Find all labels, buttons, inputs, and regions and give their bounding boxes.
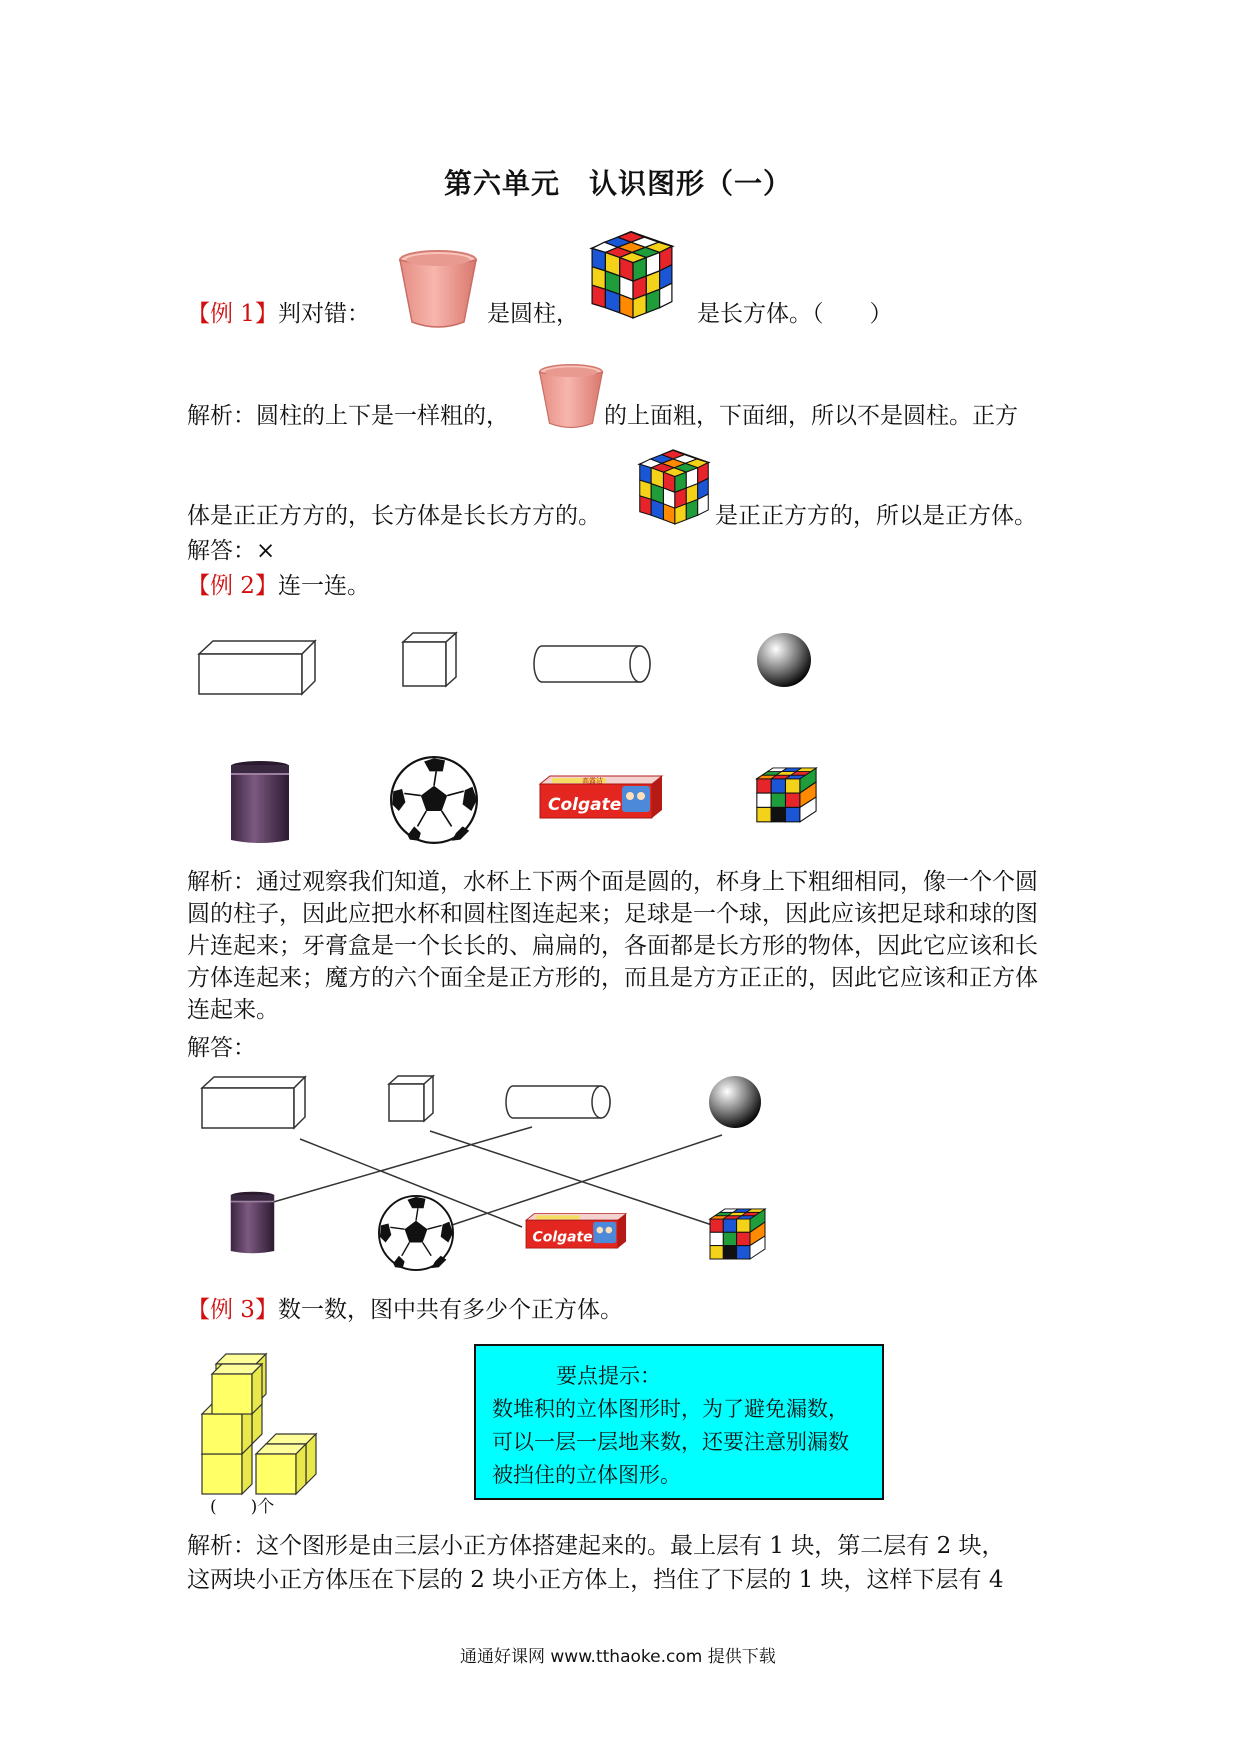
- answer-cuboid-shape: [202, 1077, 305, 1128]
- svg-text:Colgate: Colgate: [532, 1229, 593, 1246]
- example1-tag: 【例 1】: [187, 301, 278, 327]
- example1-mid: 是圆柱，: [487, 301, 579, 327]
- rubik-cube-image-small: [638, 450, 710, 526]
- example3-blank: ( )个: [210, 1497, 275, 1517]
- bucket-image-small: [538, 354, 604, 430]
- example1-answer: 解答：×: [187, 538, 276, 564]
- example3-prompt: 数一数，图中共有多少个正方体。: [277, 1297, 623, 1323]
- page-footer: 通通好课网 www.tthaoke.com 提供下载: [460, 1647, 776, 1667]
- example1-analysis-1a: 解析：圆柱的上下是一样粗的，: [187, 403, 509, 429]
- page-title: 第六单元 认识图形（一）: [444, 167, 793, 200]
- tip-title: 要点提示：: [556, 1364, 661, 1388]
- example3-analysis-1: 解析：这个图形是由三层小正方体搭建起来的。最上层有 1 块，第二层有 2 块，: [187, 1533, 1005, 1559]
- example3-analysis-2: 这两块小正方体压在下层的 2 块小正方体上，挡住了下层的 1 块，这样下层有 4: [187, 1567, 1004, 1593]
- cuboid-shape: [198, 640, 316, 696]
- rubik-cube-image: [590, 232, 674, 320]
- soccer-ball-image: [390, 756, 478, 844]
- answer-toothpaste-image: [526, 1214, 626, 1248]
- example2-analysis: 解析：通过观察我们知道，水杯上下两个面是圆的，杯身上下粗细相同，像一个个圆圆的柱子，因此应把水杯和圆柱图连起来；足球是一个球，因此应该把足球和球的图片连起来；牙膏盒是一个长长的、扁扁的，各面都是长方形的物体，因此它应该和长方体连起来；魔方的六个面全是正方形的，而且是方方正正的，因此它应该和正方体连起来。: [187, 869, 1038, 1023]
- example3-line: [187, 1294, 623, 1327]
- example1-analysis-2b: 是正正方方的，所以是正方体。: [715, 503, 1037, 529]
- cylinder-shape: [534, 645, 652, 683]
- tip-line-3: 被挡住的立体图形。: [492, 1463, 681, 1487]
- example1-end: 是长方体。（ ）: [697, 301, 893, 327]
- example1-prompt: 判对错：: [277, 301, 370, 327]
- stacked-cubes-figure: [200, 1336, 320, 1494]
- example3-tag: 【例 3】: [187, 1297, 278, 1323]
- example1-line: [187, 298, 370, 331]
- tip-line-1: 数堆积的立体图形时，为了避免漏数，: [492, 1397, 849, 1421]
- tip-box: [474, 1344, 884, 1500]
- rubik-cube-object: [756, 768, 818, 824]
- example2-prompt: 连一连。: [277, 573, 370, 599]
- example1-analysis-1b: 的上面粗，下面细，所以不是圆柱。正方: [604, 403, 1018, 429]
- example2-line: [187, 570, 370, 603]
- toothpaste-box-image: [540, 774, 664, 820]
- example2-tag: 【例 2】: [187, 573, 278, 599]
- answer-connection-diagram: [200, 1075, 780, 1270]
- bucket-image: [398, 238, 478, 330]
- toothpaste-brand: Colgate: [548, 795, 622, 815]
- sphere-shape: [756, 632, 812, 688]
- answer-rubik-image: [710, 1209, 765, 1259]
- answer-cylinder-shape: [506, 1086, 610, 1118]
- example1-analysis-2a: 体是正正方方的，长方体是长长方方的。: [187, 503, 601, 529]
- answer-cup-image: [231, 1192, 275, 1254]
- toothpaste-brand-cn: 高露洁: [582, 777, 603, 785]
- cup-image: [230, 760, 290, 846]
- answer-sphere-shape: [709, 1076, 761, 1128]
- example2-answer-label: 解答：: [187, 1035, 256, 1061]
- cube-shape: [402, 632, 458, 688]
- answer-lines: [270, 1127, 722, 1227]
- tip-line-2: 可以一层一层地来数，还要注意别漏数: [492, 1430, 849, 1454]
- answer-cube-shape: [389, 1076, 433, 1121]
- answer-soccer-ball-image: [379, 1196, 453, 1270]
